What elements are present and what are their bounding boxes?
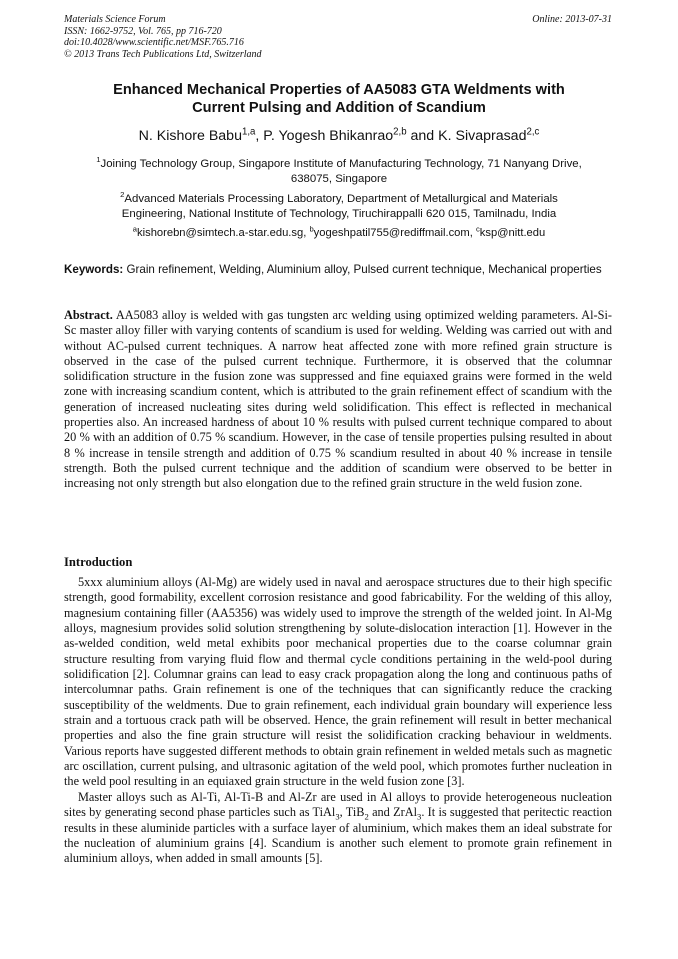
- title-line-1: Enhanced Mechanical Properties of AA5083 GTA Weldments with: [113, 82, 565, 98]
- paper-title: [40, 81, 638, 117]
- author-name: N. Kishore Babu: [138, 128, 242, 144]
- abstract-section: [64, 308, 612, 492]
- author-separator: and: [406, 128, 439, 144]
- author-affiliation-mark: 2,b: [393, 126, 407, 138]
- paragraph: 5xxx aluminium alloys (Al-Mg) are widely used in naval and aerospace structures due to their high specific strength, good formability, excellent corrosion resistance and good fabricability. For the welding of this alloy, magnesium containing filler (AA5356) was widely used to improve the strength of the welded joint. In Al-Mg alloys, magnesium provides solid solution strengthening by solute-dislocation interaction [1]. However in the as-welded condition, weld metal exhibits poor mechanical properties due to the coarse columnar grain structure resulting from varying fluid flow and thermal cycle conditions pertaining in the weld-pool during solidification [2]. Columnar grains can lead to easy crack propagation along the long and continuous paths of intercolumnar paths. Grain refinement is one of the techniques that can significantly reduce the cracking susceptibility of the weldments. Due to grain refinement, each individual grain boundary will experience less strain and a tortuous crack path will be observed. Hence, the grain refinement will result in better mechanical properties and also the fine grain structure will resist the solidification cracking behaviour in weldments. Various reports have suggested different methods to obtain grain refinement in welded metals such as magnetic arc oscillation, current pulsing, and ultrasonic agitation of the weld pool, which promotes further nucleation in the weld pool resulting in an equiaxed grain structure in the weld fusion zone [3].: [64, 575, 612, 789]
- doi-line: doi:10.4028/www.scientific.net/MSF.765.716: [64, 37, 244, 48]
- email-mark: b: [309, 224, 314, 234]
- email-link: ksp@nitt.edu: [479, 227, 546, 239]
- author-name: P. Yogesh Bhikanrao: [263, 128, 394, 144]
- journal-header: [64, 14, 612, 60]
- affiliation-number: 1: [96, 155, 101, 165]
- journal-name: Materials Science Forum: [64, 14, 166, 25]
- email-mark: a: [132, 224, 138, 234]
- keywords-text: Grain refinement, Welding, Aluminium alloy, Pulsed current technique, Mechanical properties: [123, 263, 602, 276]
- affiliation-text: 638075, Singapore: [290, 173, 388, 185]
- author-affiliation-mark: 1,a: [241, 126, 256, 138]
- author-list: [0, 128, 678, 144]
- abstract-label: Abstract.: [64, 308, 113, 322]
- online-date: Online: 2013-07-31: [532, 14, 612, 25]
- email-mark: c: [475, 224, 480, 234]
- keywords-section: [64, 262, 612, 277]
- affiliation-text: Engineering, National Institute of Technology, Tiruchirappalli 620 015, Tamilnadu, India: [121, 208, 557, 220]
- affiliation-text: Joining Technology Group, Singapore Institute of Manufacturing Technology, 71 Nanyang Drive,: [100, 158, 582, 170]
- author-emails: [0, 224, 678, 239]
- author-affiliation-mark: 2,c: [526, 126, 540, 138]
- abstract-text: AA5083 alloy is welded with gas tungsten arc welding using optimized welding parameters. Al-Si-Sc master alloy filler with varying contents of scandium is used for welding. Welding was carried out with and without AC-pulsed current techniques. A narrow heat affected zone with more refined grain structure is observed in the case of the pulsed current technique. Furthermore, it is observed that the columnar solidification structure in the fusion zone was suppressed and fine equiaxed grains were formed in the weld zone with increasing scandium content, which is attributed to the grain refinement effect of scandium with the generation of increased nucleating sites during weld solidification. This effect is reflected in mechanical properties also. An increased hardness of about 10 % results with pulsed current technique compared to about 20 % with an addition of 0.75 % scandium. However, in the case of tensile properties pulsing resulted in about 8 % increase in tensile strength and addition of 0.75 % scandium resulted in about 40 % increase in tensile strength. Both the pulsed current technique and the addition of scandium were observed to be better in increasing not only strength but also elongation due to the refined grain structure in the weld fusion zone.: [64, 308, 612, 491]
- email-link: yogeshpatil755@rediffmail.com,: [313, 227, 476, 239]
- affiliation-1: [60, 157, 618, 187]
- paragraph: Master alloys such as Al-Ti, Al-Ti-B and Al-Zr are used in Al alloys to provide heterogeneous nucleation sites by generating second phase particles such as TiAl$_3$, TiB$_2$ and ZrAl$_3$. It is suggested that peritectic reaction results in these aluminide particles with a surface layer of aluminium, which makes them an ideal substrate for the nucleation of aluminium grains [4]. Scandium is another such element to promote grain refinement in aluminium alloys, when added in small amounts [5].: [64, 789, 613, 866]
- affiliation-number: 2: [120, 190, 125, 200]
- title-line-2: Current Pulsing and Addition of Scandium: [192, 100, 486, 116]
- author-name: K. Sivaprasad: [438, 128, 527, 144]
- affiliation-2: [60, 192, 618, 222]
- affiliation-text: Advanced Materials Processing Laboratory, Department of Metallurgical and Materials: [124, 193, 558, 205]
- copyright-line: © 2013 Trans Tech Publications Ltd, Switzerland: [64, 48, 262, 60]
- introduction-heading: Introduction: [64, 555, 133, 569]
- email-link: kishorebn@simtech.a-star.edu.sg,: [137, 227, 310, 239]
- issn-line: ISSN: 1662-9752, Vol. 765, pp 716-720: [64, 25, 222, 37]
- keywords-label: Keywords:: [64, 263, 124, 276]
- introduction-body: [64, 575, 612, 867]
- author-separator: ,: [255, 128, 264, 144]
